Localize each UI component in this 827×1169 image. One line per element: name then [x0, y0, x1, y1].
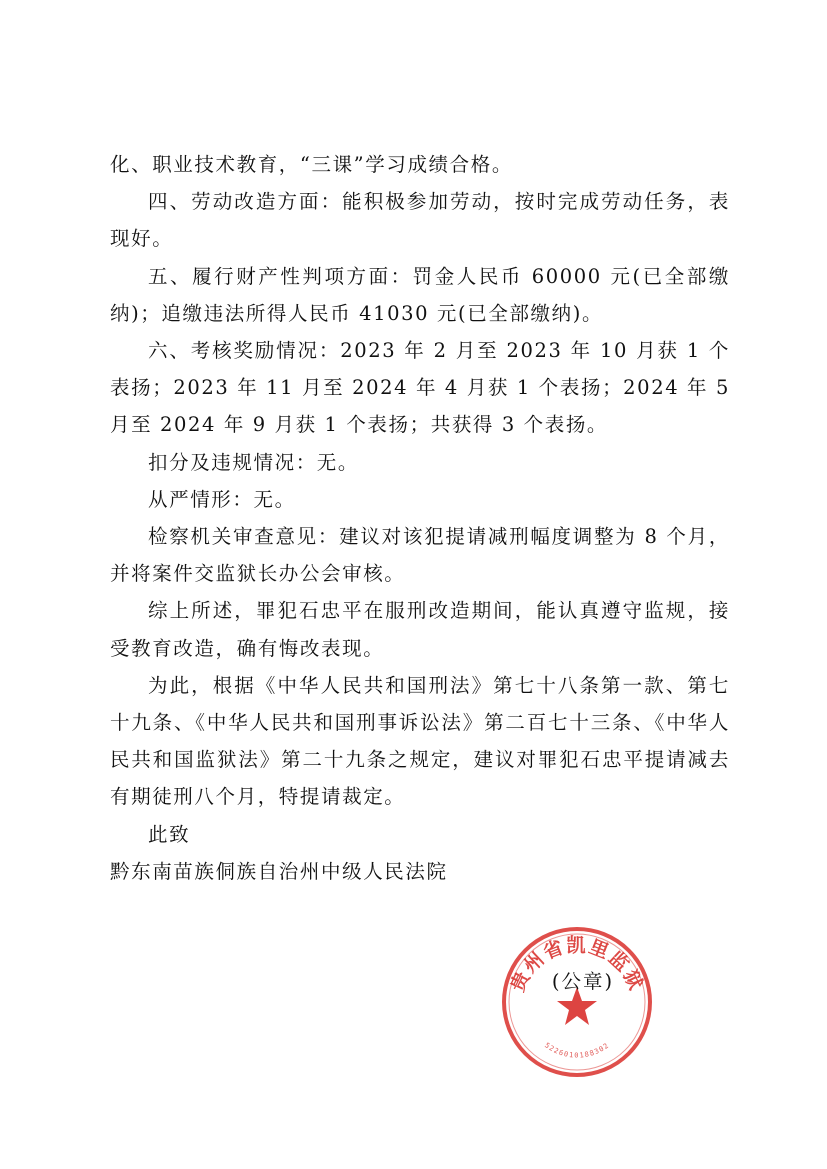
document-body	[110, 146, 730, 890]
paragraph-labor: 四、劳动改造方面：能积极参加劳动，按时完成劳动任务，表现好。	[110, 190, 730, 251]
paragraph-property-judgment: 五、履行财产性判项方面：罚金人民币 60000 元(已全部缴纳)；追缴违法所得人民币 41030 元(已全部缴纳)。	[110, 264, 730, 325]
paragraph-education-result: 化、职业技术教育，“三课”学习成绩合格。	[110, 153, 513, 176]
paragraph-strict-circumstances: 从严情形：无。	[148, 487, 296, 511]
paragraph-deductions: 扣分及违规情况：无。	[148, 450, 360, 474]
paragraph-rewards: 六、考核奖励情况：2023 年 2 月至 2023 年 10 月获 1 个表扬；2023 年 11 月至 2024 年 4 月获 1 个表扬；2024 年 5 月至 2024 年 9 月获 1 个表扬；共获得 3 个表扬。	[110, 339, 730, 437]
seal-org-text: 贵州省凯里监狱	[506, 934, 648, 996]
seal-label: (公章)	[551, 970, 615, 993]
paragraph-summary: 综上所述，罪犯石忠平在服刑改造期间，能认真遵守监规，接受教育改造，确有悔改表现。	[110, 599, 730, 660]
official-seal-icon	[500, 925, 654, 1079]
paragraph-salutation: 此致	[148, 822, 191, 846]
paragraph-procuratorate-opinion: 检察机关审查意见：建议对该犯提请减刑幅度调整为 8 个月，并将案件交监狱长办公会审核。	[110, 525, 730, 586]
paragraph-legal-basis: 为此，根据《中华人民共和国刑法》第七十八条第一款、第七十九条、《中华人民共和国刑事诉讼法》第二百七十三条、《中华人民共和国监狱法》第二十九条之规定，建议对罪犯石忠平提请减去有期徒刑八个月，特提请裁定。	[110, 673, 730, 809]
seal-code-text: 5226010188302	[543, 1041, 611, 1060]
svg-text:5226010188302	[543, 1041, 611, 1059]
paragraph-recipient-court: 黔东南苗族侗族自治州中级人民法院	[110, 859, 448, 883]
